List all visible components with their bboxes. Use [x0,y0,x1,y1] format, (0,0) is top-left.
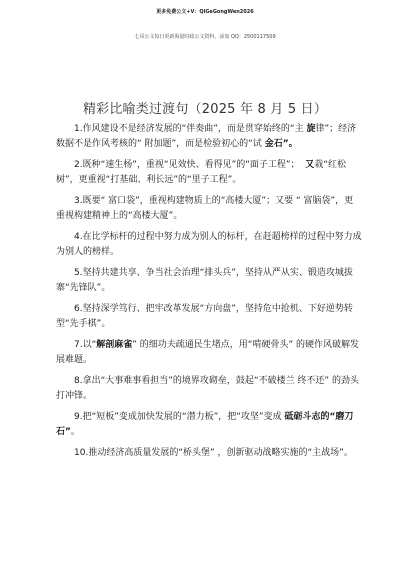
paragraph-text: 8.拿出“大事难事看担当”的境界攻砌垒，鼓起“不破楼兰 终不还” 的劲头打冲锋。 [56,376,359,401]
paragraph-text: 7.以“ [74,340,97,350]
paragraph-3 [56,194,362,224]
document-title: 精彩比喻类过渡句（2025 年 8 月 5 日） [82,102,328,117]
paragraph-text: 律”；经济数据不是作风考核的“ 附加题”，而是检验初心的“试 [56,124,357,149]
paragraph-6 [56,302,362,332]
paragraph-10 [56,446,362,461]
paragraph-text: 3.既要“ 富口袋”，重视构建物质上的“高楼大厦”；又要 “ 富脑袋”，更重视构建精神上的“高楼大厦”。 [56,196,354,221]
paragraph-5 [56,266,362,296]
emphasis-text: 金石”。 [264,139,298,149]
paragraph-8 [56,374,362,404]
paragraph-text: 4.在比学标杆的过程中努力成为别人的标杆，在赶超榜样的过程中努力成为别人的榜样。 [56,232,362,257]
paragraph-text: 栽“红松树”，更重视“打基础、利长远”的“里子工程”。 [56,160,346,185]
paragraph-text: 2.既种“速生杨”，重视“见效快、看得见”的“面子工程”； [74,160,306,170]
paragraph-1 [56,122,362,152]
promo-line-contact: 更多免费公文+V：QiGeGongWen2026 [156,9,254,15]
paragraph-7 [56,338,362,368]
paragraph-text: 5.坚持共建共享、争当社会治理“排头兵”，坚持从严从实、锻造攻城拔寨“先锋队”。 [56,268,353,293]
paragraph-text: 。 [70,427,80,437]
paragraph-text: ” 的细功夫疏通民生堵点，用“啃硬骨头” 的硬作风破解发展难题。 [56,340,359,365]
paragraph-2 [56,158,362,188]
paragraph-text: 6.坚持深学笃行、把牢改革发展“方向盘”，坚持危中抢机、下好逆势转型“先手棋”。 [56,304,353,329]
document-body [56,122,362,467]
emphasis-text: 又 [305,160,315,170]
paragraph-text: 1.作风建设不是经济发展的“伴奏曲”，而是贯穿始终的“主 [74,124,307,134]
emphasis-text: 旋 [306,124,316,134]
paragraph-text: 9.把“短板”变成加快发展的“潜力板”，把“攻坚”变成 [74,412,285,422]
promo-line-update: 七哥公文每日更新海量时政公文资料，添加 QQ：2500117509 [134,34,276,40]
emphasis-text: 解剖麻雀 [96,340,133,350]
paragraph-text: 10.推动经济高质量发展的“桥头堡” ，创新驱动战略实施的“主战场”。 [74,448,353,458]
paragraph-4 [56,230,362,260]
paragraph-9 [56,410,362,440]
emphasis-text: 砥砺斗志的“磨刀石” [56,412,354,437]
